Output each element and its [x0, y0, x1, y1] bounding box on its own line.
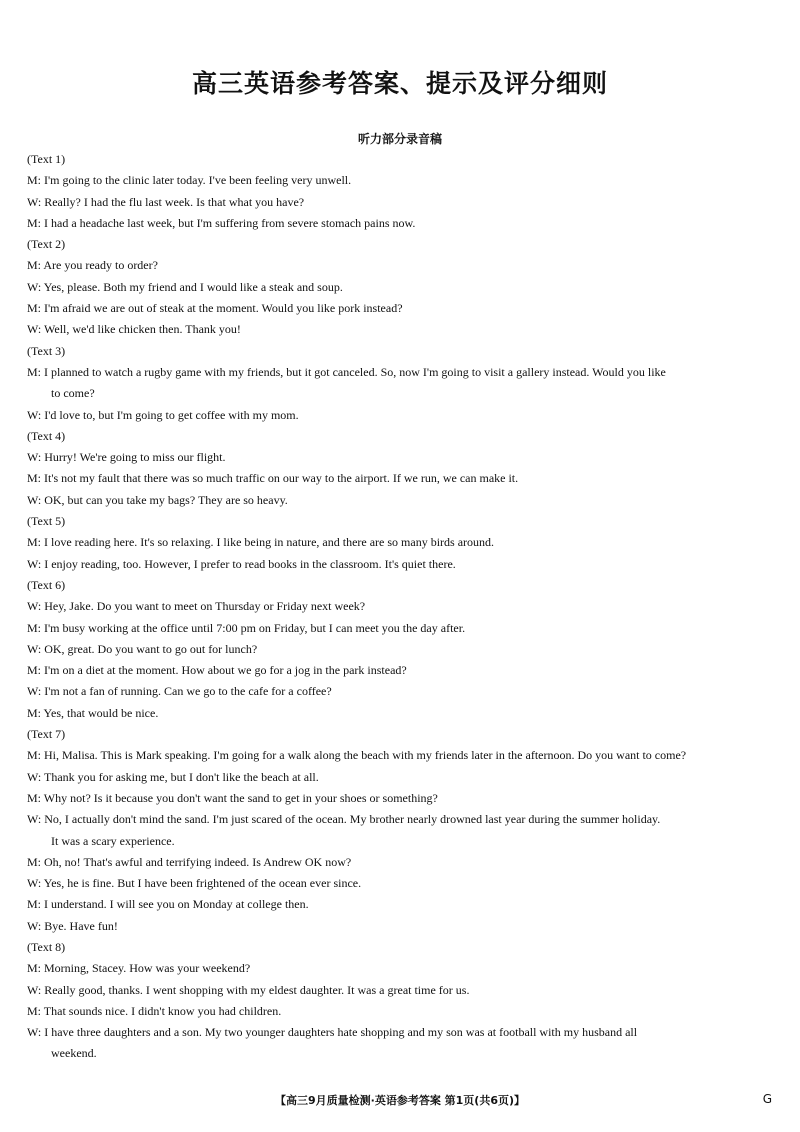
transcript-line: W: Hey, Jake. Do you want to meet on Thursday or Friday next week?: [27, 599, 366, 614]
transcript-line: M: Yes, that would be nice.: [27, 705, 159, 720]
text-label: (Text 4): [27, 428, 66, 443]
transcript-line: W: Really good, thanks. I went shopping with my eldest daughter. It was a great time for us.: [27, 982, 470, 997]
text-label: (Text 5): [27, 514, 66, 529]
text-label: (Text 3): [27, 343, 66, 358]
transcript-line: M: Are you ready to order?: [27, 258, 158, 273]
transcript-line: M: I planned to watch a rugby game with my friends, but it got canceled. So, now I'm going to visit a gallery instead. Would you like: [27, 364, 666, 379]
transcript-line: W: Yes, please. Both my friend and I would like a steak and soup.: [27, 279, 343, 294]
transcript-line: weekend.: [51, 1046, 97, 1061]
text-label: (Text 8): [27, 939, 66, 954]
text-label: (Text 2): [27, 237, 66, 252]
transcript-line: M: Morning, Stacey. How was your weekend?: [27, 961, 251, 976]
transcript-line: W: I have three daughters and a son. My two younger daughters hate shopping and my son was at football with my husband all: [27, 1025, 638, 1040]
transcript-line: W: I'm not a fan of running. Can we go to the cafe for a coffee?: [27, 684, 332, 699]
transcript-line: W: I'd love to, but I'm going to get coffee with my mom.: [27, 407, 299, 422]
transcript-line: M: I love reading here. It's so relaxing. I like being in nature, and there are so many birds around.: [27, 535, 495, 550]
transcript-line: M: Hi, Malisa. This is Mark speaking. I'm going for a walk along the beach with my friends later in the afternoon. Do you want to come?: [27, 748, 687, 763]
page-footer: 【高三9月质量检测·英语参考答案 第1页(共6页)】: [274, 1094, 526, 1107]
transcript-line: W: Well, we'd like chicken then. Thank you!: [27, 322, 241, 337]
transcript-line: It was a scary experience.: [51, 833, 175, 848]
page-title: 高三英语参考答案、提示及评分细则: [191, 69, 608, 98]
text-label: (Text 7): [27, 727, 66, 742]
transcript-line: W: Really? I had the flu last week. Is that what you have?: [27, 194, 305, 209]
transcript-line: M: It's not my fault that there was so much traffic on our way to the airport. If we run, we can make it.: [27, 471, 519, 486]
section-subtitle: 听力部分录音稿: [357, 132, 442, 146]
transcript-line: M: I'm busy working at the office until 7:00 pm on Friday, but I can meet you the day after.: [27, 620, 466, 635]
transcript-line: M: Oh, no! That's awful and terrifying indeed. Is Andrew OK now?: [27, 854, 352, 869]
transcript-body: [27, 149, 775, 1065]
version-code: G: [762, 1092, 772, 1106]
transcript-line: M: I understand. I will see you on Monday at college then.: [27, 897, 309, 912]
transcript-line: M: I'm going to the clinic later today. I've been feeling very unwell.: [27, 173, 352, 188]
transcript-line: M: That sounds nice. I didn't know you had children.: [27, 1003, 282, 1018]
transcript-line: W: Bye. Have fun!: [27, 918, 118, 933]
transcript-line: W: OK, great. Do you want to go out for lunch?: [27, 641, 258, 656]
transcript-line: M: Why not? Is it because you don't want the sand to get in your shoes or something?: [27, 790, 438, 805]
transcript-line: W: I enjoy reading, too. However, I prefer to read books in the classroom. It's quiet there.: [27, 556, 456, 571]
transcript-line: M: I had a headache last week, but I'm suffering from severe stomach pains now.: [27, 215, 416, 230]
transcript-line: M: I'm afraid we are out of steak at the moment. Would you like pork instead?: [27, 301, 403, 316]
transcript-line: W: Thank you for asking me, but I don't like the beach at all.: [27, 769, 319, 784]
transcript-line: W: No, I actually don't mind the sand. I'm just scared of the ocean. My brother nearly drowned last year during the summer holiday.: [27, 812, 661, 827]
transcript-line: W: Yes, he is fine. But I have been frightened of the ocean ever since.: [27, 876, 362, 891]
text-label: (Text 6): [27, 577, 66, 592]
transcript-line: W: OK, but can you take my bags? They are so heavy.: [27, 492, 288, 507]
transcript-line: M: I'm on a diet at the moment. How about we go for a jog in the park instead?: [27, 663, 407, 678]
transcript-line: to come?: [51, 386, 95, 401]
transcript-line: W: Hurry! We're going to miss our flight.: [27, 450, 226, 465]
text-label: (Text 1): [27, 152, 66, 166]
